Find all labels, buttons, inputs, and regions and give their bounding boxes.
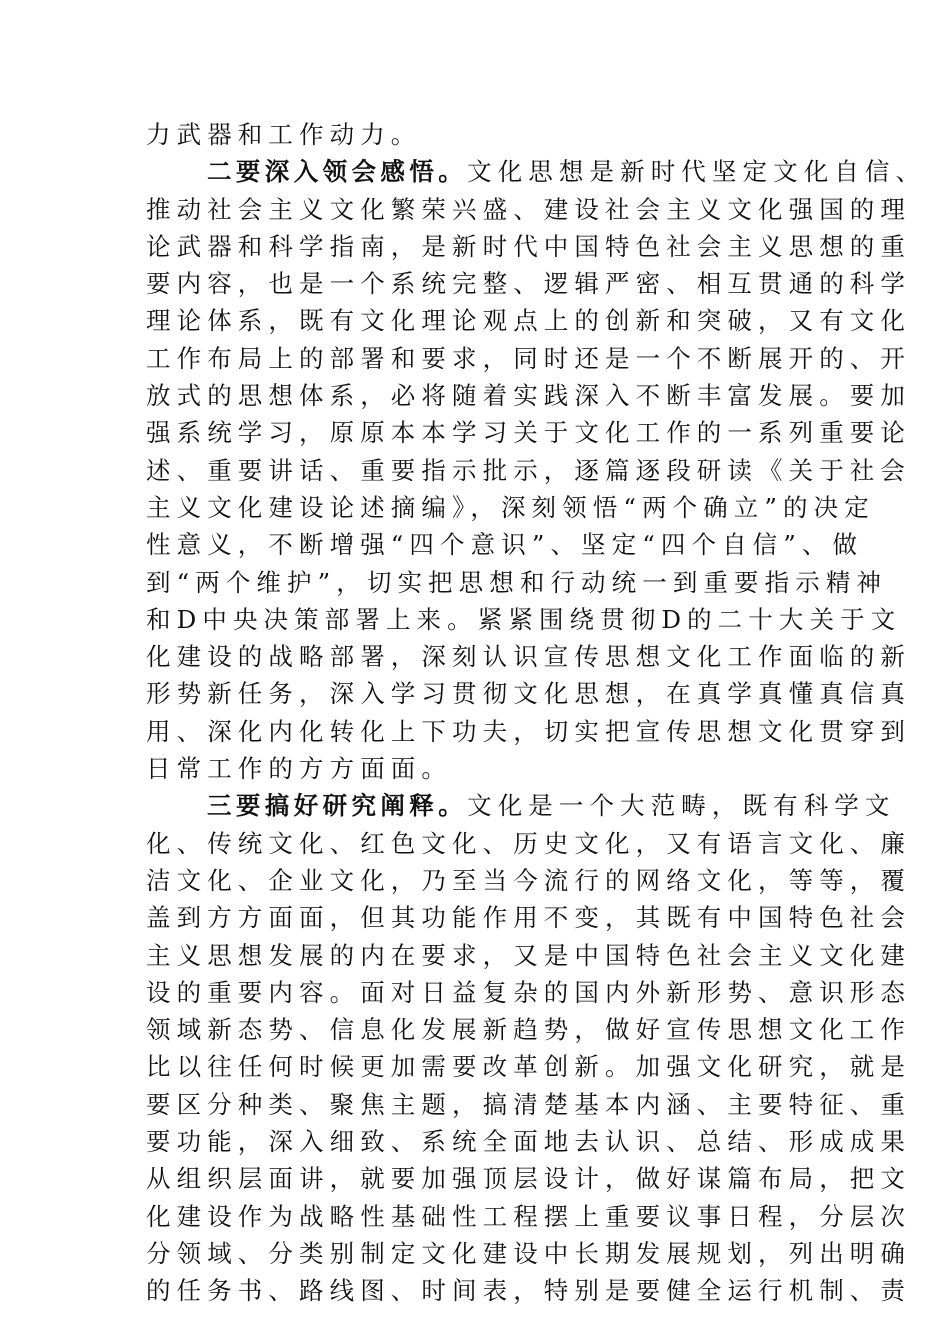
paragraph-line: 盖到方方面面，但其功能作用不变，其既有中国特色社会: [146, 903, 911, 933]
paragraph-heading: 二要深入领会感悟。: [207, 157, 468, 187]
paragraph-line: 形势新任务，深入学习贯彻文化思想，在真学真懂真信真: [146, 679, 911, 709]
paragraph-line: 强系统学习，原原本本学习关于文化工作的一系列重要论: [146, 418, 911, 448]
paragraph-line: 理论体系，既有文化理论观点上的创新和突破，又有文化: [146, 306, 911, 336]
paragraph-heading: 三要搞好研究阐释。: [207, 791, 468, 821]
paragraph-line: 性意义，不断增强“四个意识”、坚定“四个自信”、做: [146, 530, 864, 560]
paragraph-line: 比以往任何时候更加需要改革创新。加强文化研究，就是: [146, 1052, 911, 1082]
paragraph-line: 推动社会主义文化繁荣兴盛、建设社会主义文化强国的理: [146, 194, 911, 224]
paragraph-line: 日常工作的方方面面。: [146, 754, 452, 784]
paragraph-line: 从组织层面讲，就要加强顶层设计，做好谋篇布局，把文: [146, 1164, 911, 1194]
paragraph-line: 要功能，深入细致、系统全面地去认识、总结、形成成果: [146, 1127, 911, 1157]
paragraph-line: 和D中央决策部署上来。紧紧围绕贯彻D的二十大关于文: [146, 604, 902, 634]
paragraph-line: 述、重要讲话、重要指示批示，逐篇逐段研读《关于社会: [146, 455, 911, 485]
paragraph-line: 论武器和科学指南，是新时代中国特色社会主义思想的重: [146, 231, 911, 261]
paragraph-line: 化建设作为战略性基础性工程摆上重要议事日程，分层次: [146, 1201, 911, 1231]
paragraph-line: 工作布局上的部署和要求，同时还是一个不断展开的、开: [146, 343, 911, 373]
paragraph-line: 化、传统文化、红色文化、历史文化，又有语言文化、廉: [146, 828, 911, 858]
paragraph-line: 要内容，也是一个系统完整、逻辑严密、相互贯通的科学: [146, 269, 911, 299]
paragraph-line: 设的重要内容。面对日益复杂的国内外新形势、意识形态: [146, 977, 911, 1007]
paragraph-line: 的任务书、路线图、时间表，特别是要健全运行机制、责: [146, 1276, 911, 1306]
paragraph-line: 要区分种类、聚焦主题，搞清楚基本内涵、主要特征、重: [146, 1089, 911, 1119]
paragraph-line: 领域新态势、信息化发展新趋势，做好宣传思想文化工作: [146, 1015, 911, 1045]
document-body: [146, 116, 927, 1310]
paragraph-line: 放式的思想体系，必将随着实践深入不断丰富发展。要加: [146, 381, 911, 411]
paragraph-line: 主义思想发展的内在要求，又是中国特色社会主义文化建: [146, 940, 911, 970]
paragraph-text: 文化是一个大范畴，既有科学文: [467, 791, 896, 821]
paragraph-text: 文化思想是新时代坚定文化自信、: [467, 157, 927, 187]
paragraph-first-line: [146, 787, 896, 824]
paragraph-line: 用、深化内化转化上下功夫，切实把宣传思想文化贯穿到: [146, 716, 911, 746]
paragraph-line: 到“两个维护”，切实把思想和行动统一到重要指示精神: [146, 567, 888, 597]
paragraph-line: 主义文化建设论述摘编》，深刻领悟“两个确立”的决定: [146, 492, 875, 522]
paragraph-line: 洁文化、企业文化，乃至当今流行的网络文化，等等，覆: [146, 865, 911, 895]
paragraph-line: 力武器和工作动力。: [146, 120, 422, 149]
paragraph-first-line: [146, 153, 927, 190]
paragraph-line: 分领域、分类别制定文化建设中长期发展规划，列出明确: [146, 1238, 911, 1268]
paragraph-line: 化建设的战略部署，深刻认识宣传思想文化工作面临的新: [146, 642, 911, 672]
